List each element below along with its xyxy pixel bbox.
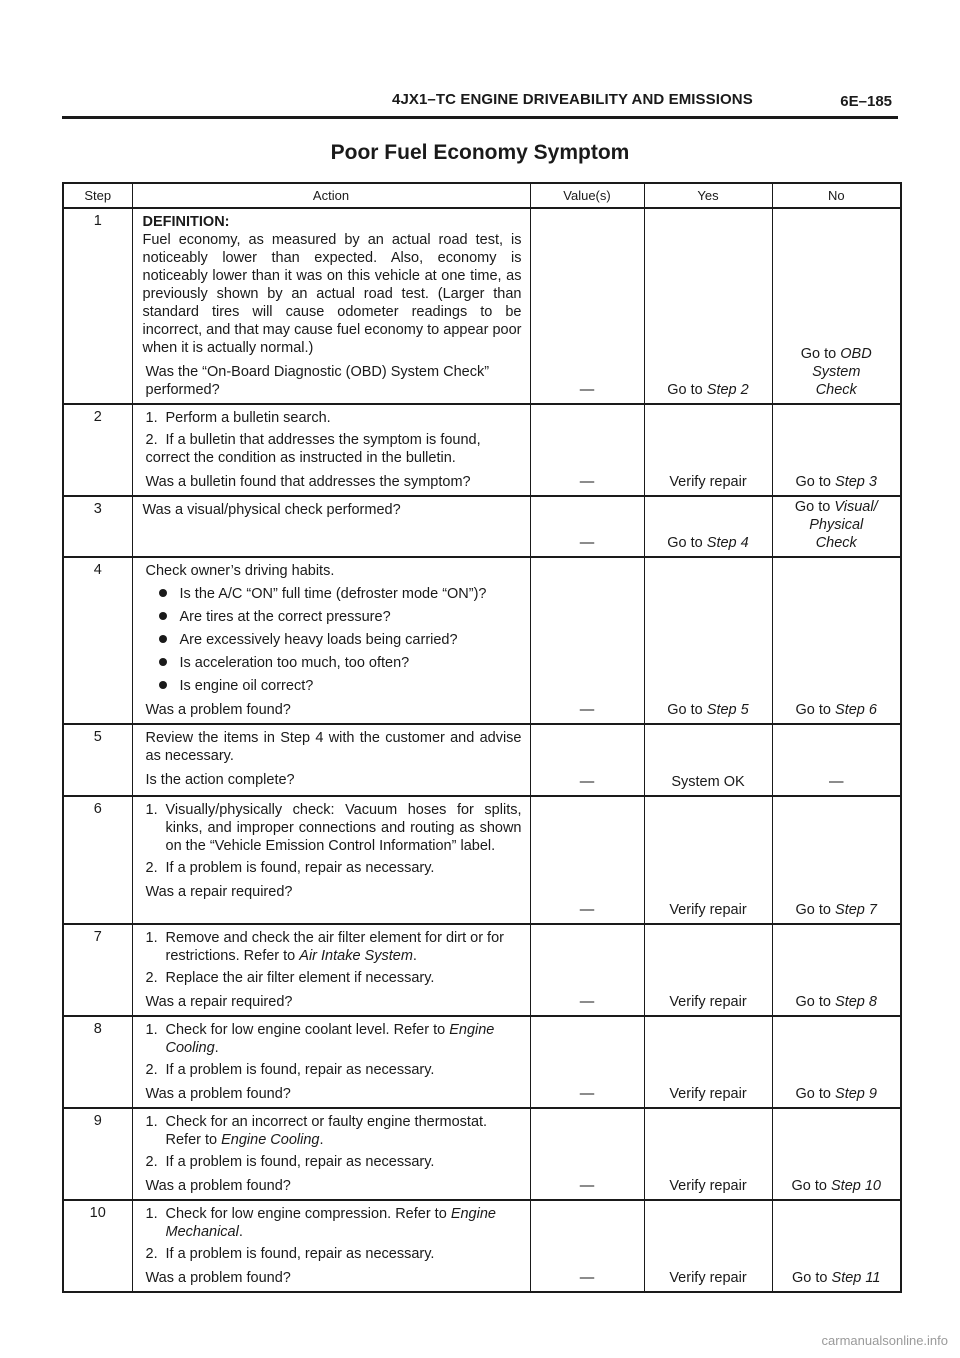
numbered-item: 2. If a problem is found, repair as necessary. [145,1246,435,1262]
yes-cell: Go to Step 5 [644,557,772,724]
numbered-item: 2. If a problem is found, repair as necessary. [145,860,435,876]
bullet-item: Are excessively heavy loads being carried? [143,631,522,649]
yes-cell: Go to Step 2 [644,208,772,404]
no-cell: Go to Visual/ Physical Check [772,496,901,557]
no-cell: Go to Step 7 [772,796,901,924]
question-text: Was a repair required? [145,994,293,1010]
value-cell: — [530,724,644,796]
column-header-step: Step [63,183,132,208]
step-number: 1 [63,208,132,404]
section-title: 4JX1–TC ENGINE DRIVEABILITY AND EMISSIONS [392,91,753,108]
table-row [63,208,901,404]
value-cell: — [530,496,644,557]
yes-cell: Verify repair [644,404,772,496]
numbered-item: 1. Visually/physically check: Vacuum hoses for splits, kinks, and improper connections and routing as shown on the “Vehicle Emission Control Information” label. [145,802,522,854]
action-cell [132,796,530,924]
link-step-9[interactable]: Step 9 [835,1086,877,1102]
numbered-item: 1. Check for low engine coolant level. Refer to Engine Cooling. [145,1022,495,1056]
bullet-item: Are tires at the correct pressure? [143,608,522,626]
bullet-item: Is engine oil correct? [143,677,522,695]
yes-cell: Verify repair [644,1200,772,1292]
bullet-icon [159,589,167,597]
definition-label: DEFINITION: [142,214,230,230]
step-number: 8 [63,1016,132,1108]
link-step-2[interactable]: Step 2 [706,382,749,398]
value-cell: — [530,1016,644,1108]
action-cell [132,496,530,557]
action-cell [132,557,530,724]
no-cell: Go to Step 3 [772,404,901,496]
page-number: 6E–185 [840,93,892,110]
table-row [63,404,901,496]
step-number: 4 [63,557,132,724]
question-text: Was a problem found? [145,1270,291,1286]
value-cell: — [530,404,644,496]
no-cell: — [772,724,901,796]
no-cell: Go to OBD System Check [772,208,901,404]
question-text: Is the action complete? [145,772,295,788]
column-header-no: No [772,183,901,208]
table-row [63,1108,901,1200]
numbered-item: 2. If a bulletin that addresses the symptom is found, correct the condition as instructed in the bulletin. [145,432,481,466]
link-obd-system-check[interactable]: OBD [840,346,872,362]
link-step-10[interactable]: Step 10 [831,1178,881,1194]
link-step-11[interactable]: Step 11 [831,1270,881,1286]
action-cell [132,1200,530,1292]
link-obd-system-check-2[interactable]: System [812,364,861,380]
table-row [63,496,901,557]
numbered-item: 1. Check for an incorrect or faulty engine thermostat. Refer to Engine Cooling. [145,1114,488,1148]
page-header [62,88,898,119]
value-cell: — [530,1200,644,1292]
link-step-5[interactable]: Step 5 [706,702,749,718]
question-text: Was a repair required? [145,884,293,900]
bullet-item: Is acceleration too much, too often? [143,654,522,672]
action-cell [132,724,530,796]
step-number: 6 [63,796,132,924]
yes-cell: Verify repair [644,1108,772,1200]
table-row [63,557,901,724]
no-cell: Go to Step 9 [772,1016,901,1108]
value-cell: — [530,924,644,1016]
question-text: Was a problem found? [145,1086,291,1102]
value-cell: — [530,796,644,924]
no-cell: Go to Step 10 [772,1108,901,1200]
yes-cell: Verify repair [644,1016,772,1108]
question-text: Was the “On-Board Diagnostic (OBD) System Check” performed? [145,364,490,398]
yes-cell: Verify repair [644,924,772,1016]
yes-cell: Verify repair [644,796,772,924]
table-row [63,1200,901,1292]
link-step-4[interactable]: Step 4 [706,535,749,551]
link-step-3[interactable]: Step 3 [835,474,877,490]
definition-text: Fuel economy, as measured by an actual road test, is noticeably lower than expected. Also, economy is noticeably lower than it was on this vehicle at one time, as previously shown by an actual road test. (Larger than standard tires will cause odometer readings to be incorrect, and that may cause fuel economy to appear poor when it is actually normal.) [142,232,522,356]
link-engine-mechanical[interactable]: Engine Mechanical [165,1206,496,1240]
intro-text: Review the items in Step 4 with the customer and advise as necessary. [145,730,522,764]
link-obd-system-check-3[interactable]: Check [815,382,857,398]
numbered-item: 1. Check for low engine compression. Refer to Engine Mechanical. [145,1206,496,1240]
numbered-item: 1. Remove and check the air filter element for dirt or for restrictions. Refer to Air Intake System. [145,930,504,964]
question-text: Was a problem found? [145,702,291,718]
question-text: Was a problem found? [145,1178,291,1194]
no-cell: Go to Step 11 [772,1200,901,1292]
table-row [63,796,901,924]
no-cell: Go to Step 8 [772,924,901,1016]
question-text: Was a bulletin found that addresses the symptom? [145,474,471,490]
link-visual-physical-check-3[interactable]: Check [815,535,857,551]
link-engine-cooling[interactable]: Engine Cooling [221,1132,320,1148]
numbered-item: 2. If a problem is found, repair as necessary. [145,1062,435,1078]
step-number: 3 [63,496,132,557]
yes-cell: System OK [644,724,772,796]
bullet-icon [159,658,167,666]
link-air-intake-system[interactable]: Air Intake System [299,948,413,964]
watermark: carmanualsonline.info [821,1333,948,1348]
no-cell: Go to Step 6 [772,557,901,724]
step-number: 2 [63,404,132,496]
intro-text: Check owner’s driving habits. [145,563,335,579]
numbered-item: 1. Perform a bulletin search. [145,410,331,426]
link-step-7[interactable]: Step 7 [835,902,877,918]
step-number: 10 [63,1200,132,1292]
numbered-item: 2. If a problem is found, repair as necessary. [145,1154,435,1170]
column-header-yes: Yes [644,183,772,208]
link-step-8[interactable]: Step 8 [835,994,877,1010]
action-cell [132,404,530,496]
step-number: 9 [63,1108,132,1200]
bullet-icon [159,635,167,643]
table-row [63,1016,901,1108]
action-cell [132,1108,530,1200]
yes-cell: Go to Step 4 [644,496,772,557]
question-text: Was a visual/physical check performed? [142,502,401,518]
action-cell [132,924,530,1016]
step-number: 5 [63,724,132,796]
diagnostic-table [62,182,902,1293]
link-step-6[interactable]: Step 6 [835,702,877,718]
table-row [63,724,901,796]
link-visual-physical-check[interactable]: Visual/ [834,499,878,515]
bullet-item: Is the A/C “ON” full time (defroster mode “ON”)? [143,585,522,603]
link-visual-physical-check-2[interactable]: Physical [809,517,864,533]
action-cell [132,1016,530,1108]
table-header-row [63,183,901,208]
value-cell: — [530,557,644,724]
bullet-icon [159,612,167,620]
page-title: Poor Fuel Economy Symptom [330,141,630,164]
bullet-icon [159,681,167,689]
column-header-values: Value(s) [530,183,644,208]
value-cell: — [530,208,644,404]
action-cell [132,208,530,404]
link-engine-cooling[interactable]: Engine Cooling [165,1022,495,1056]
value-cell: — [530,1108,644,1200]
step-number: 7 [63,924,132,1016]
column-header-action: Action [132,183,530,208]
numbered-item: 2. Replace the air filter element if necessary. [145,970,435,986]
table-row [63,924,901,1016]
